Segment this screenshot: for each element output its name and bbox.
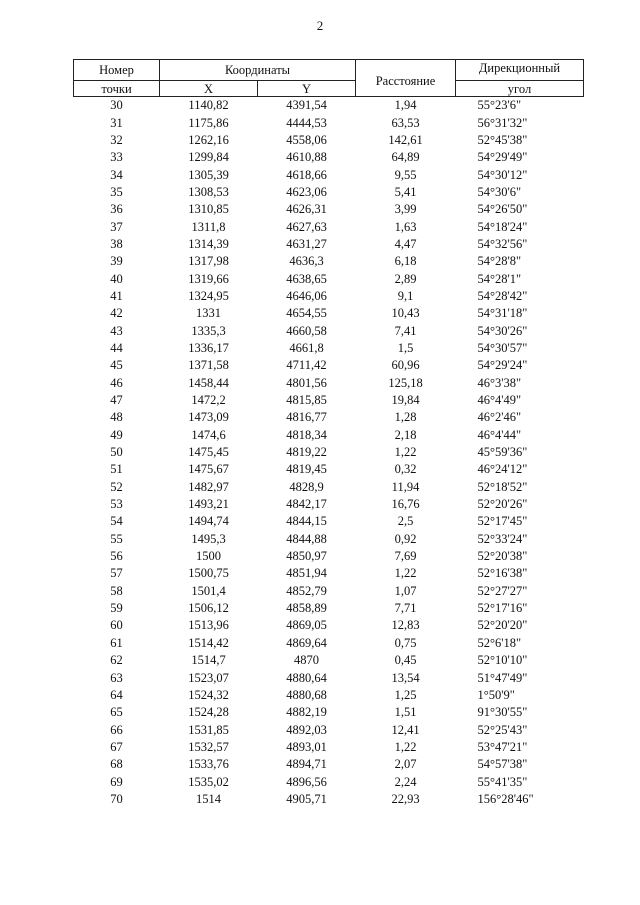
table-row bbox=[74, 392, 584, 409]
table-row bbox=[74, 600, 584, 617]
cell-angle: 54°29'24" bbox=[477, 358, 528, 373]
cell-angle: 54°28'42" bbox=[477, 288, 528, 303]
table-row bbox=[74, 409, 584, 426]
cell-y: 4819,45 bbox=[286, 462, 327, 477]
table-row bbox=[74, 253, 584, 270]
cell-angle: 54°30'57" bbox=[477, 340, 528, 355]
cell-distance: 2,07 bbox=[394, 757, 417, 772]
cell-y: 4661,8 bbox=[289, 340, 324, 355]
cell-x: 1311,8 bbox=[191, 219, 226, 234]
cell-point-number: 50 bbox=[110, 445, 123, 460]
cell-distance: 60,96 bbox=[391, 358, 420, 373]
table-row bbox=[74, 375, 584, 392]
cell-distance: 1,94 bbox=[394, 98, 417, 113]
cell-distance: 9,55 bbox=[394, 167, 417, 182]
cell-point-number: 68 bbox=[110, 757, 123, 772]
cell-angle: 52°20'20" bbox=[477, 618, 528, 633]
cell-angle: 53°47'21" bbox=[477, 739, 528, 754]
cell-angle: 156°28'46" bbox=[477, 791, 534, 806]
table-row bbox=[74, 739, 584, 756]
cell-y: 4391,54 bbox=[286, 98, 327, 113]
cell-distance: 13,54 bbox=[391, 670, 420, 685]
cell-x: 1317,98 bbox=[188, 254, 229, 269]
cell-angle: 54°57'38" bbox=[477, 757, 528, 772]
cell-distance: 1,07 bbox=[394, 583, 417, 598]
cell-x: 1514 bbox=[196, 791, 221, 806]
cell-point-number: 33 bbox=[110, 150, 123, 165]
cell-distance: 5,41 bbox=[394, 184, 417, 199]
cell-y: 4893,01 bbox=[286, 739, 327, 754]
cell-point-number: 70 bbox=[110, 791, 123, 806]
cell-angle: 52°33'24" bbox=[477, 531, 528, 546]
cell-x: 1523,07 bbox=[188, 670, 229, 685]
cell-distance: 63,53 bbox=[391, 115, 420, 130]
cell-angle: 46°3'38" bbox=[477, 375, 522, 390]
cell-y: 4816,77 bbox=[286, 410, 327, 425]
table-body bbox=[74, 97, 584, 809]
cell-y: 4892,03 bbox=[286, 722, 327, 737]
cell-distance: 11,94 bbox=[391, 479, 420, 494]
cell-distance: 6,18 bbox=[394, 254, 417, 269]
cell-x: 1500,75 bbox=[188, 566, 229, 581]
table-row bbox=[74, 652, 584, 669]
table-row bbox=[74, 565, 584, 582]
cell-y: 4842,17 bbox=[286, 497, 327, 512]
cell-point-number: 38 bbox=[110, 236, 123, 251]
cell-point-number: 39 bbox=[110, 254, 123, 269]
cell-y: 4636,3 bbox=[289, 254, 324, 269]
cell-x: 1475,67 bbox=[188, 462, 229, 477]
cell-y: 4869,05 bbox=[286, 618, 327, 633]
cell-x: 1495,3 bbox=[191, 531, 226, 546]
header-number-line2: точки bbox=[74, 81, 160, 97]
cell-x: 1501,4 bbox=[191, 583, 226, 598]
cell-x: 1308,53 bbox=[188, 184, 229, 199]
cell-angle: 1°50'9" bbox=[477, 687, 515, 702]
cell-y: 4660,58 bbox=[286, 323, 327, 338]
cell-y: 4626,31 bbox=[286, 202, 327, 217]
cell-point-number: 56 bbox=[110, 549, 123, 564]
cell-x: 1532,57 bbox=[188, 739, 229, 754]
cell-point-number: 52 bbox=[110, 479, 123, 494]
cell-x: 1314,39 bbox=[188, 236, 229, 251]
cell-distance: 0,45 bbox=[394, 653, 417, 668]
cell-y: 4818,34 bbox=[286, 427, 327, 442]
cell-x: 1472,2 bbox=[191, 393, 226, 408]
cell-point-number: 45 bbox=[110, 358, 123, 373]
cell-y: 4852,79 bbox=[286, 583, 327, 598]
cell-x: 1513,96 bbox=[188, 618, 229, 633]
cell-distance: 1,63 bbox=[394, 219, 417, 234]
cell-point-number: 44 bbox=[110, 340, 123, 355]
cell-distance: 1,5 bbox=[397, 340, 414, 355]
cell-y: 4815,85 bbox=[286, 393, 327, 408]
table-row bbox=[74, 357, 584, 374]
cell-angle: 54°30'6" bbox=[477, 184, 522, 199]
cell-distance: 125,18 bbox=[388, 375, 423, 390]
cell-angle: 91°30'55" bbox=[477, 705, 528, 720]
cell-y: 4850,97 bbox=[286, 549, 327, 564]
cell-angle: 52°10'10" bbox=[477, 653, 528, 668]
cell-angle: 54°28'8" bbox=[477, 254, 522, 269]
cell-point-number: 64 bbox=[110, 687, 123, 702]
cell-distance: 0,32 bbox=[394, 462, 417, 477]
cell-angle: 52°17'16" bbox=[477, 601, 528, 616]
cell-distance: 142,61 bbox=[388, 132, 423, 147]
cell-x: 1335,3 bbox=[191, 323, 226, 338]
header-distance: Расстояние bbox=[356, 60, 456, 97]
cell-y: 4631,27 bbox=[286, 236, 327, 251]
table-row bbox=[74, 756, 584, 773]
table-row bbox=[74, 791, 584, 808]
cell-y: 4858,89 bbox=[286, 601, 327, 616]
header-number-line1: Номер bbox=[99, 63, 134, 77]
table-row bbox=[74, 721, 584, 738]
cell-point-number: 66 bbox=[110, 722, 123, 737]
table-row bbox=[74, 548, 584, 565]
cell-point-number: 51 bbox=[110, 462, 123, 477]
cell-angle: 52°27'27" bbox=[477, 583, 528, 598]
cell-point-number: 40 bbox=[110, 271, 123, 286]
cell-point-number: 57 bbox=[110, 566, 123, 581]
cell-x: 1331 bbox=[196, 306, 221, 321]
cell-y: 4819,22 bbox=[286, 445, 327, 460]
cell-angle: 46°24'12" bbox=[477, 462, 528, 477]
cell-distance: 64,89 bbox=[391, 150, 420, 165]
cell-point-number: 54 bbox=[110, 514, 123, 529]
cell-angle: 46°4'49" bbox=[477, 393, 522, 408]
cell-point-number: 61 bbox=[110, 635, 123, 650]
cell-y: 4880,68 bbox=[286, 687, 327, 702]
table-row bbox=[74, 635, 584, 652]
cell-distance: 16,76 bbox=[391, 497, 420, 512]
cell-y: 4558,06 bbox=[286, 132, 327, 147]
cell-distance: 3,99 bbox=[394, 202, 417, 217]
cell-y: 4610,88 bbox=[286, 150, 327, 165]
cell-x: 1506,12 bbox=[188, 601, 229, 616]
page-number: 2 bbox=[316, 18, 324, 33]
cell-point-number: 60 bbox=[110, 618, 123, 633]
table-row bbox=[74, 305, 584, 322]
cell-y: 4623,06 bbox=[286, 184, 327, 199]
cell-x: 1336,17 bbox=[188, 340, 229, 355]
cell-point-number: 58 bbox=[110, 583, 123, 598]
cell-distance: 19,84 bbox=[391, 393, 420, 408]
table-row bbox=[74, 236, 584, 253]
cell-y: 4646,06 bbox=[286, 288, 327, 303]
table-row bbox=[74, 687, 584, 704]
table-row bbox=[74, 669, 584, 686]
table-row bbox=[74, 218, 584, 235]
cell-x: 1324,95 bbox=[188, 288, 229, 303]
cell-distance: 2,89 bbox=[394, 271, 417, 286]
cell-point-number: 46 bbox=[110, 375, 123, 390]
table-row bbox=[74, 97, 584, 115]
cell-y: 4618,66 bbox=[286, 167, 327, 182]
table-row bbox=[74, 201, 584, 218]
table-row bbox=[74, 773, 584, 790]
cell-angle: 52°6'18" bbox=[477, 635, 522, 650]
cell-angle: 55°23'6" bbox=[477, 98, 522, 113]
cell-angle: 54°32'56" bbox=[477, 236, 528, 251]
cell-point-number: 32 bbox=[110, 132, 123, 147]
cell-angle: 54°30'26" bbox=[477, 323, 528, 338]
table-row bbox=[74, 166, 584, 183]
cell-distance: 1,22 bbox=[394, 739, 417, 754]
header-coordinates: Координаты bbox=[160, 60, 356, 81]
cell-y: 4627,63 bbox=[286, 219, 327, 234]
cell-y: 4869,64 bbox=[286, 635, 327, 650]
cell-angle: 46°4'44" bbox=[477, 427, 522, 442]
cell-distance: 1,22 bbox=[394, 566, 417, 581]
cell-distance: 10,43 bbox=[391, 306, 420, 321]
cell-y: 4844,15 bbox=[286, 514, 327, 529]
cell-distance: 1,28 bbox=[394, 410, 417, 425]
table-row bbox=[74, 513, 584, 530]
cell-x: 1535,02 bbox=[188, 774, 229, 789]
cell-angle: 54°28'1" bbox=[477, 271, 522, 286]
cell-distance: 9,1 bbox=[397, 288, 414, 303]
cell-angle: 52°45'38" bbox=[477, 132, 528, 147]
table-row bbox=[74, 184, 584, 201]
cell-point-number: 47 bbox=[110, 393, 123, 408]
cell-x: 1299,84 bbox=[188, 150, 229, 165]
cell-angle: 52°16'38" bbox=[477, 566, 528, 581]
cell-x: 1458,44 bbox=[188, 375, 229, 390]
table-row bbox=[74, 340, 584, 357]
cell-y: 4905,71 bbox=[286, 791, 327, 806]
cell-distance: 0,92 bbox=[394, 531, 417, 546]
table-row bbox=[74, 704, 584, 721]
cell-point-number: 69 bbox=[110, 774, 123, 789]
cell-y: 4870 bbox=[294, 653, 319, 668]
header-x: X bbox=[160, 81, 258, 97]
cell-distance: 2,5 bbox=[397, 514, 414, 529]
cell-point-number: 42 bbox=[110, 306, 123, 321]
header-y: Y bbox=[258, 81, 356, 97]
cell-x: 1475,45 bbox=[188, 445, 229, 460]
cell-distance: 1,25 bbox=[394, 687, 417, 702]
cell-x: 1494,74 bbox=[188, 514, 229, 529]
cell-y: 4894,71 bbox=[286, 757, 327, 772]
table-row bbox=[74, 132, 584, 149]
cell-x: 1305,39 bbox=[188, 167, 229, 182]
cell-distance: 2,18 bbox=[394, 427, 417, 442]
cell-distance: 7,71 bbox=[394, 601, 417, 616]
cell-point-number: 34 bbox=[110, 167, 123, 182]
cell-x: 1310,85 bbox=[188, 202, 229, 217]
table-row bbox=[74, 461, 584, 478]
cell-angle: 46°2'46" bbox=[477, 410, 522, 425]
cell-distance: 7,41 bbox=[394, 323, 417, 338]
cell-x: 1140,82 bbox=[188, 98, 229, 113]
cell-point-number: 41 bbox=[110, 288, 123, 303]
cell-x: 1175,86 bbox=[188, 115, 229, 130]
cell-angle: 54°18'24" bbox=[477, 219, 528, 234]
cell-point-number: 37 bbox=[110, 219, 123, 234]
cell-point-number: 30 bbox=[110, 98, 123, 113]
cell-distance: 0,75 bbox=[394, 635, 417, 650]
table-row bbox=[74, 444, 584, 461]
cell-point-number: 43 bbox=[110, 323, 123, 338]
cell-x: 1319,66 bbox=[188, 271, 229, 286]
cell-x: 1531,85 bbox=[188, 722, 229, 737]
cell-angle: 52°18'52" bbox=[477, 479, 528, 494]
header-angle-line2: угол bbox=[456, 81, 584, 97]
table-row bbox=[74, 617, 584, 634]
cell-angle: 55°41'35" bbox=[477, 774, 528, 789]
cell-point-number: 59 bbox=[110, 601, 123, 616]
cell-point-number: 31 bbox=[110, 115, 123, 130]
cell-x: 1524,32 bbox=[188, 687, 229, 702]
table-row bbox=[74, 427, 584, 444]
table-row bbox=[74, 531, 584, 548]
coordinates-table bbox=[73, 59, 584, 808]
cell-x: 1371,58 bbox=[188, 358, 229, 373]
table-row bbox=[74, 288, 584, 305]
table-row bbox=[74, 114, 584, 131]
cell-angle: 56°31'32" bbox=[477, 115, 528, 130]
cell-angle: 52°17'45" bbox=[477, 514, 528, 529]
table-row bbox=[74, 479, 584, 496]
cell-angle: 54°26'50" bbox=[477, 202, 528, 217]
cell-y: 4851,94 bbox=[286, 566, 327, 581]
table-row bbox=[74, 270, 584, 287]
cell-y: 4844,88 bbox=[286, 531, 327, 546]
cell-x: 1514,7 bbox=[191, 653, 226, 668]
cell-y: 4654,55 bbox=[286, 306, 327, 321]
header-point-number bbox=[74, 60, 160, 81]
cell-y: 4880,64 bbox=[286, 670, 327, 685]
cell-x: 1482,97 bbox=[188, 479, 229, 494]
cell-y: 4444,53 bbox=[286, 115, 327, 130]
cell-x: 1473,09 bbox=[188, 410, 229, 425]
cell-angle: 54°29'49" bbox=[477, 150, 528, 165]
cell-x: 1493,21 bbox=[188, 497, 229, 512]
cell-x: 1500 bbox=[196, 549, 221, 564]
header-angle bbox=[456, 60, 584, 81]
cell-distance: 1,22 bbox=[394, 445, 417, 460]
cell-y: 4828,9 bbox=[289, 479, 324, 494]
cell-angle: 52°20'38" bbox=[477, 549, 528, 564]
cell-x: 1262,16 bbox=[188, 132, 229, 147]
cell-x: 1474,6 bbox=[191, 427, 226, 442]
table-row bbox=[74, 583, 584, 600]
cell-angle: 54°31'18" bbox=[477, 306, 528, 321]
cell-x: 1514,42 bbox=[188, 635, 229, 650]
table-row bbox=[74, 322, 584, 339]
cell-y: 4638,65 bbox=[286, 271, 327, 286]
cell-point-number: 65 bbox=[110, 705, 123, 720]
cell-angle: 52°25'43" bbox=[477, 722, 528, 737]
cell-distance: 7,69 bbox=[394, 549, 417, 564]
cell-y: 4801,56 bbox=[286, 375, 327, 390]
table-row bbox=[74, 496, 584, 513]
cell-point-number: 36 bbox=[110, 202, 123, 217]
cell-x: 1524,28 bbox=[188, 705, 229, 720]
header-angle-line1: Дирекционный bbox=[478, 61, 561, 75]
cell-distance: 12,83 bbox=[391, 618, 420, 633]
cell-y: 4711,42 bbox=[286, 358, 327, 373]
cell-distance: 2,24 bbox=[394, 774, 417, 789]
cell-distance: 1,51 bbox=[394, 705, 417, 720]
cell-distance: 22,93 bbox=[391, 791, 420, 806]
cell-angle: 52°20'26" bbox=[477, 497, 528, 512]
table-row bbox=[74, 149, 584, 166]
cell-angle: 51°47'49" bbox=[477, 670, 528, 685]
cell-point-number: 55 bbox=[110, 531, 123, 546]
cell-y: 4896,56 bbox=[286, 774, 327, 789]
cell-point-number: 62 bbox=[110, 653, 123, 668]
cell-point-number: 63 bbox=[110, 670, 123, 685]
cell-point-number: 49 bbox=[110, 427, 123, 442]
cell-point-number: 35 bbox=[110, 184, 123, 199]
cell-point-number: 48 bbox=[110, 410, 123, 425]
cell-distance: 12,41 bbox=[391, 722, 420, 737]
cell-y: 4882,19 bbox=[286, 705, 327, 720]
cell-point-number: 53 bbox=[110, 497, 123, 512]
cell-angle: 45°59'36" bbox=[477, 445, 528, 460]
cell-point-number: 67 bbox=[110, 739, 123, 754]
cell-distance: 4,47 bbox=[394, 236, 417, 251]
cell-x: 1533,76 bbox=[188, 757, 229, 772]
cell-angle: 54°30'12" bbox=[477, 167, 528, 182]
